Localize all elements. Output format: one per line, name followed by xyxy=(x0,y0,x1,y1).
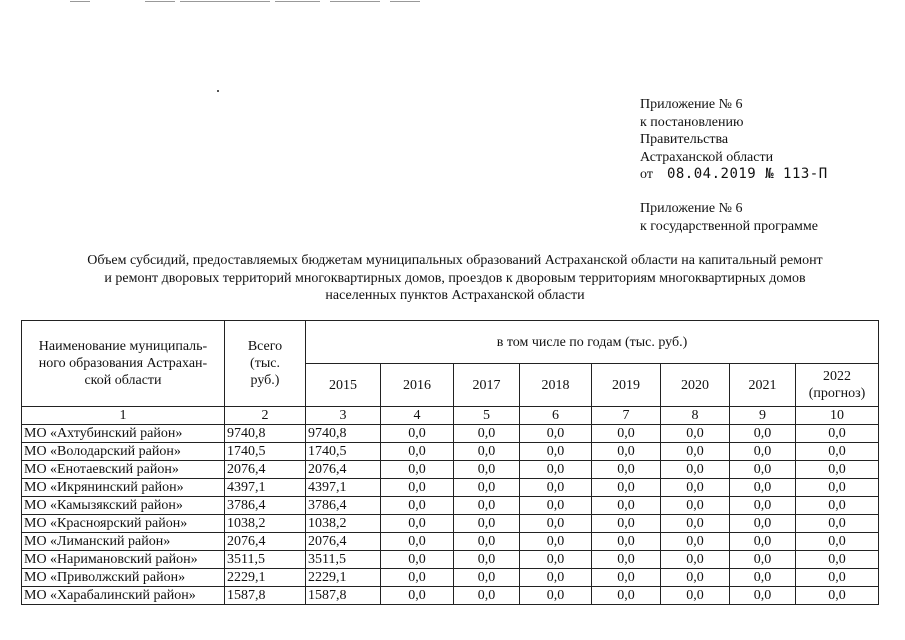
header-name xyxy=(22,321,225,407)
table-row xyxy=(22,479,879,497)
column-number: 1 xyxy=(22,407,225,425)
value-2018: 0,0 xyxy=(520,461,592,479)
value-2018: 0,0 xyxy=(520,425,592,443)
value-2017: 0,0 xyxy=(454,461,520,479)
value-2015: 1038,2 xyxy=(306,515,381,533)
value-2020: 0,0 xyxy=(661,479,730,497)
municipality-name: МО «Камызякский район» xyxy=(22,497,225,515)
value-2017: 0,0 xyxy=(454,551,520,569)
column-number: 2 xyxy=(225,407,306,425)
value-2016: 0,0 xyxy=(381,443,454,461)
value-2022: 0,0 xyxy=(796,533,879,551)
total-value: 2229,1 xyxy=(225,569,306,587)
value-2018: 0,0 xyxy=(520,479,592,497)
value-2019: 0,0 xyxy=(592,533,661,551)
header-year: 2015 xyxy=(306,364,381,407)
value-2020: 0,0 xyxy=(661,551,730,569)
total-value: 9740,8 xyxy=(225,425,306,443)
table-row xyxy=(22,461,879,479)
value-2015: 4397,1 xyxy=(306,479,381,497)
column-number: 9 xyxy=(730,407,796,425)
value-2021: 0,0 xyxy=(730,515,796,533)
value-2021: 0,0 xyxy=(730,461,796,479)
value-2017: 0,0 xyxy=(454,569,520,587)
value-2021: 0,0 xyxy=(730,425,796,443)
municipality-name: МО «Наримановский район» xyxy=(22,551,225,569)
value-2017: 0,0 xyxy=(454,515,520,533)
municipality-name: МО «Икрянинский район» xyxy=(22,479,225,497)
value-2015: 3786,4 xyxy=(306,497,381,515)
column-number: 8 xyxy=(661,407,730,425)
appendix-line: Правительства xyxy=(640,132,729,147)
value-2018: 0,0 xyxy=(520,569,592,587)
column-number: 6 xyxy=(520,407,592,425)
table-row xyxy=(22,425,879,443)
value-2017: 0,0 xyxy=(454,587,520,605)
header-total-line: руб.) xyxy=(250,373,280,388)
header-year: 2018 xyxy=(520,364,592,407)
date-value: 08.04.2019 № 113-П xyxy=(666,166,828,182)
value-2019: 0,0 xyxy=(592,443,661,461)
total-value: 3511,5 xyxy=(225,551,306,569)
header-year-2022-line: (прогноз) xyxy=(808,386,866,401)
scan-dot xyxy=(217,90,219,92)
municipality-name: МО «Ахтубинский район» xyxy=(22,425,225,443)
document-title xyxy=(30,252,880,305)
column-number: 7 xyxy=(592,407,661,425)
header-total-line: Всего xyxy=(247,339,283,354)
appendix-line: Приложение № 6 xyxy=(640,201,743,216)
total-value: 4397,1 xyxy=(225,479,306,497)
value-2019: 0,0 xyxy=(592,515,661,533)
value-2022: 0,0 xyxy=(796,461,879,479)
value-2021: 0,0 xyxy=(730,569,796,587)
total-value: 1587,8 xyxy=(225,587,306,605)
value-2019: 0,0 xyxy=(592,497,661,515)
column-number: 10 xyxy=(796,407,879,425)
value-2022: 0,0 xyxy=(796,569,879,587)
value-2020: 0,0 xyxy=(661,497,730,515)
value-2017: 0,0 xyxy=(454,479,520,497)
table-row xyxy=(22,551,879,569)
value-2015: 3511,5 xyxy=(306,551,381,569)
appendix-resolution-block xyxy=(640,96,828,184)
value-2016: 0,0 xyxy=(381,425,454,443)
value-2019: 0,0 xyxy=(592,551,661,569)
column-number: 5 xyxy=(454,407,520,425)
value-2018: 0,0 xyxy=(520,587,592,605)
value-2016: 0,0 xyxy=(381,551,454,569)
value-2018: 0,0 xyxy=(520,497,592,515)
subsidy-table xyxy=(21,320,879,605)
header-year: 2021 xyxy=(730,364,796,407)
value-2016: 0,0 xyxy=(381,569,454,587)
value-2022: 0,0 xyxy=(796,479,879,497)
value-2021: 0,0 xyxy=(730,497,796,515)
value-2016: 0,0 xyxy=(381,497,454,515)
header-years-group: в том числе по годам (тыс. руб.) xyxy=(306,321,879,364)
value-2018: 0,0 xyxy=(520,551,592,569)
value-2022: 0,0 xyxy=(796,587,879,605)
value-2020: 0,0 xyxy=(661,569,730,587)
value-2017: 0,0 xyxy=(454,425,520,443)
header-name-line: ской области xyxy=(84,373,162,388)
title-line: и ремонт дворовых территорий многоквартирных домов, проездов к дворовым территориям многоквартирных домов xyxy=(104,270,806,286)
value-2016: 0,0 xyxy=(381,533,454,551)
municipality-name: МО «Лиманский район» xyxy=(22,533,225,551)
value-2020: 0,0 xyxy=(661,533,730,551)
value-2019: 0,0 xyxy=(592,587,661,605)
header-year-2022-line: 2022 xyxy=(823,369,851,384)
total-value: 2076,4 xyxy=(225,533,306,551)
value-2019: 0,0 xyxy=(592,461,661,479)
header-total-line: (тыс. xyxy=(250,356,280,371)
value-2021: 0,0 xyxy=(730,551,796,569)
table-row xyxy=(22,533,879,551)
appendix-line: к государственной программе xyxy=(640,218,818,234)
value-2016: 0,0 xyxy=(381,461,454,479)
appendix-line: к постановлению xyxy=(640,114,744,130)
municipality-name: МО «Енотаевский район» xyxy=(22,461,225,479)
value-2018: 0,0 xyxy=(520,533,592,551)
municipality-name: МО «Харабалинский район» xyxy=(22,587,225,605)
value-2015: 2076,4 xyxy=(306,461,381,479)
appendix-line: Астраханской области xyxy=(640,149,774,165)
total-value: 2076,4 xyxy=(225,461,306,479)
value-2017: 0,0 xyxy=(454,443,520,461)
value-2016: 0,0 xyxy=(381,515,454,533)
value-2015: 1587,8 xyxy=(306,587,381,605)
value-2022: 0,0 xyxy=(796,551,879,569)
appendix-date-line xyxy=(640,166,828,184)
header-year: 2020 xyxy=(661,364,730,407)
header-name-line: Наименование муниципаль- xyxy=(38,339,208,354)
value-2022: 0,0 xyxy=(796,497,879,515)
value-2019: 0,0 xyxy=(592,569,661,587)
table-row xyxy=(22,569,879,587)
value-2015: 2229,1 xyxy=(306,569,381,587)
header-total xyxy=(225,321,306,407)
date-prefix: от xyxy=(640,167,653,182)
table-row xyxy=(22,497,879,515)
column-number: 4 xyxy=(381,407,454,425)
value-2015: 1740,5 xyxy=(306,443,381,461)
value-2021: 0,0 xyxy=(730,479,796,497)
value-2019: 0,0 xyxy=(592,425,661,443)
total-value: 1038,2 xyxy=(225,515,306,533)
value-2020: 0,0 xyxy=(661,587,730,605)
value-2017: 0,0 xyxy=(454,533,520,551)
municipality-name: МО «Приволжский район» xyxy=(22,569,225,587)
appendix-program-block xyxy=(640,200,818,235)
value-2019: 0,0 xyxy=(592,479,661,497)
value-2016: 0,0 xyxy=(381,587,454,605)
value-2022: 0,0 xyxy=(796,443,879,461)
table-row xyxy=(22,587,879,605)
title-line: Объем субсидий, предоставляемых бюджетам муниципальных образований Астраханской области на капитальный ремонт xyxy=(87,253,823,268)
value-2020: 0,0 xyxy=(661,515,730,533)
value-2020: 0,0 xyxy=(661,461,730,479)
total-value: 1740,5 xyxy=(225,443,306,461)
column-number: 3 xyxy=(306,407,381,425)
value-2022: 0,0 xyxy=(796,515,879,533)
total-value: 3786,4 xyxy=(225,497,306,515)
value-2016: 0,0 xyxy=(381,479,454,497)
municipality-name: МО «Володарский район» xyxy=(22,443,225,461)
value-2022: 0,0 xyxy=(796,425,879,443)
title-line: населенных пунктов Астраханской области xyxy=(325,288,585,303)
value-2021: 0,0 xyxy=(730,533,796,551)
value-2020: 0,0 xyxy=(661,443,730,461)
value-2018: 0,0 xyxy=(520,515,592,533)
header-year-2022 xyxy=(796,364,879,407)
value-2020: 0,0 xyxy=(661,425,730,443)
municipality-name: МО «Красноярский район» xyxy=(22,515,225,533)
value-2015: 9740,8 xyxy=(306,425,381,443)
value-2018: 0,0 xyxy=(520,443,592,461)
value-2015: 2076,4 xyxy=(306,533,381,551)
value-2021: 0,0 xyxy=(730,443,796,461)
value-2017: 0,0 xyxy=(454,497,520,515)
header-year: 2019 xyxy=(592,364,661,407)
scan-artifact-lines xyxy=(60,0,430,4)
table-row xyxy=(22,515,879,533)
table-row xyxy=(22,443,879,461)
appendix-line: Приложение № 6 xyxy=(640,97,743,112)
header-year: 2016 xyxy=(381,364,454,407)
header-name-line: ного образования Астрахан- xyxy=(38,356,208,371)
value-2021: 0,0 xyxy=(730,587,796,605)
header-year: 2017 xyxy=(454,364,520,407)
